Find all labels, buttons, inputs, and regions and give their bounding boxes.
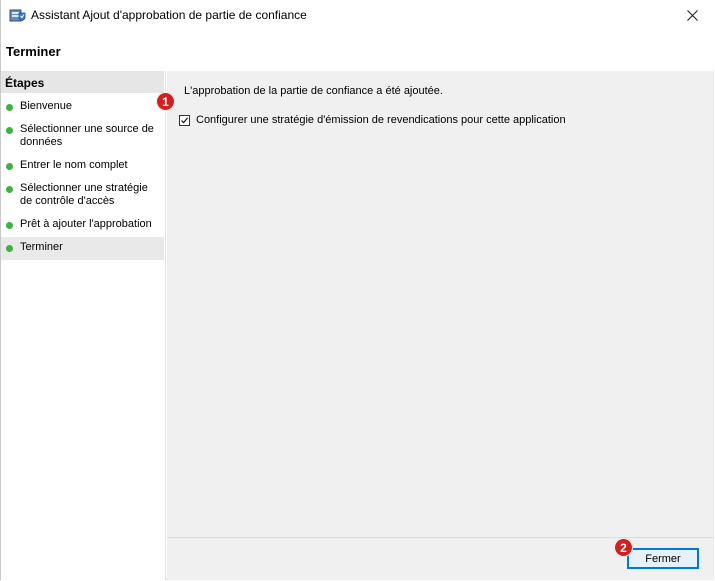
step-label: Sélectionner une stratégie de contrôle d'accès [20, 182, 148, 207]
steps-sidebar [1, 71, 166, 580]
step-label: Terminer [20, 241, 63, 253]
claims-policy-label[interactable]: Configurer une stratégie d'émission de revendications pour cette application [196, 114, 566, 126]
claims-policy-checkbox[interactable] [179, 115, 190, 126]
step-status-icon [6, 127, 13, 134]
step-label: Bienvenue [20, 100, 72, 112]
step-pret-ajouter [1, 218, 164, 234]
step-bienvenue [1, 100, 164, 116]
step-status-icon [6, 186, 13, 193]
success-message: L'approbation de la partie de confiance a été ajoutée. [184, 85, 443, 97]
annotation-marker-1: 1 [156, 92, 175, 111]
step-nom-complet [1, 159, 164, 175]
step-label: Sélectionner une source de données [20, 123, 154, 148]
close-icon [687, 10, 698, 21]
step-label: Entrer le nom complet [20, 159, 128, 171]
step-strategie-acces [1, 182, 164, 210]
steps-heading-label: Étapes [5, 76, 45, 90]
annotation-marker-2: 2 [614, 538, 633, 557]
main-panel [167, 71, 714, 580]
steps-heading [1, 71, 164, 93]
title-bar [1, 0, 715, 31]
footer-divider [167, 537, 714, 538]
step-status-icon [6, 245, 13, 252]
checkmark-icon [180, 116, 189, 125]
step-status-icon [6, 104, 13, 111]
claims-policy-option[interactable] [179, 113, 566, 127]
step-label: Prêt à ajouter l'approbation [20, 218, 152, 230]
step-terminer [1, 237, 164, 260]
window-title: Assistant Ajout d'approbation de partie de confiance [31, 8, 307, 22]
page-header [1, 31, 715, 71]
page-title: Terminer [6, 44, 61, 59]
close-button[interactable] [669, 0, 715, 31]
step-status-icon [6, 222, 13, 229]
close-wizard-button[interactable]: Fermer [627, 548, 699, 569]
adfs-trust-icon [9, 7, 26, 24]
step-status-icon [6, 163, 13, 170]
step-source-donnees [1, 123, 164, 151]
